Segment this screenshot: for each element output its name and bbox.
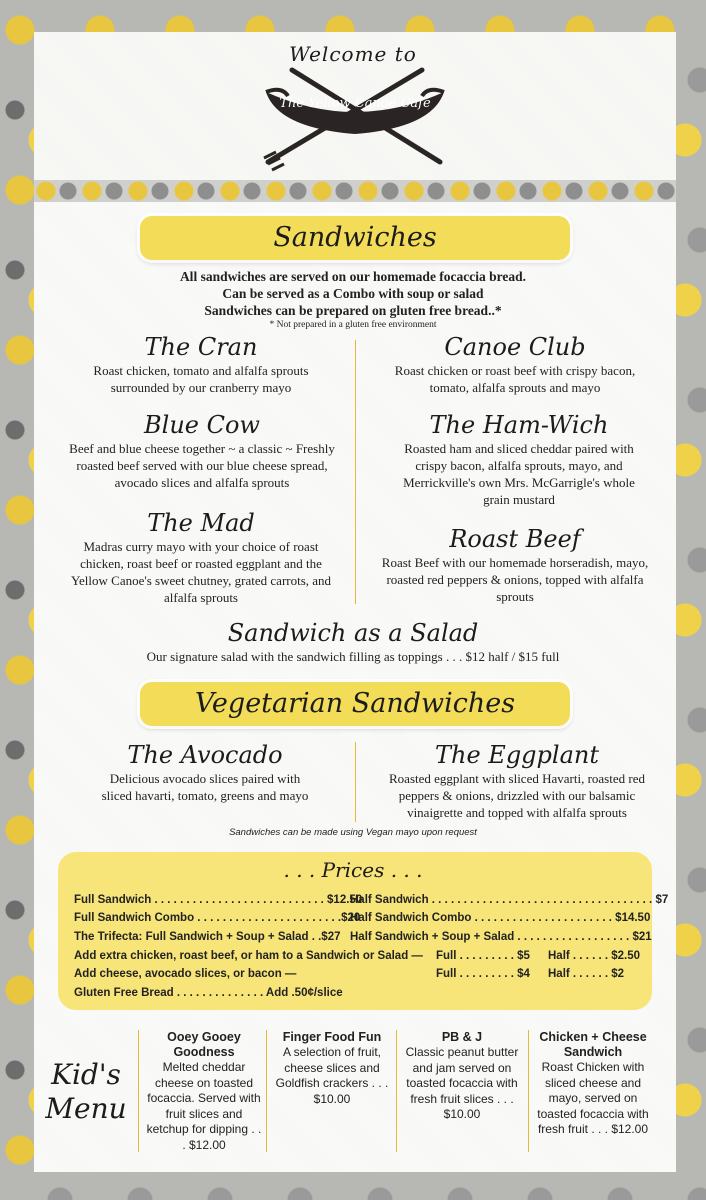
item-description: Delicious avocado slices paired with sliced havarti, tomato, greens and mayo bbox=[101, 771, 309, 803]
kids-item-pb-and-j bbox=[402, 1030, 522, 1123]
kids-item-finger-food bbox=[272, 1030, 392, 1107]
price-line: Half . . . . . . $2.50 bbox=[548, 950, 641, 962]
sandwiches-intro bbox=[0, 268, 706, 332]
menu-item-the-mad bbox=[56, 508, 346, 606]
price-line: Half Sandwich + Soup + Salad . . . . . . . . . . . . . . . . . . $21 bbox=[350, 931, 652, 943]
item-description: Roast chicken or roast beef with crispy bacon, tomato, alfalfa sprouts and mayo bbox=[394, 363, 636, 395]
kids-title-line: Menu bbox=[45, 1092, 127, 1125]
welcome-text: Welcome to bbox=[289, 42, 417, 66]
item-description: Our signature salad with the sandwich filling as toppings . . . $12 half / $15 full bbox=[146, 649, 560, 664]
item-description: Beef and blue cheese together ~ a classic ~ Freshly roasted beef served with our blue cheese spread, avocado slices and alfalfa sprouts bbox=[69, 441, 335, 490]
price-line: Half Sandwich Combo . . . . . . . . . . . . . . . . . . . . . . $14.50 bbox=[350, 912, 651, 924]
item-name: The Ham-Wich bbox=[429, 411, 609, 439]
menu-item-the-eggplant bbox=[370, 740, 664, 821]
kids-item-description: A selection of fruit, cheese slices and Goldfish crackers . . . $10.00 bbox=[275, 1045, 389, 1106]
price-line: Full . . . . . . . . . $4 bbox=[436, 968, 530, 980]
kids-item-description: Classic peanut butter and jam served on toasted focaccia with fresh fruit slices . . . $10.00 bbox=[405, 1045, 519, 1121]
item-name: Canoe Club bbox=[444, 333, 586, 361]
price-line: Full Sandwich Combo . . . . . . . . . . . . . . . . . . . . . . .$20 bbox=[74, 912, 361, 924]
item-description: Roast Beef with our homemade horseradish, mayo, roasted red peppers & onions, topped with alfalfa sprouts bbox=[381, 555, 649, 604]
price-line: Full . . . . . . . . . $5 bbox=[436, 950, 530, 962]
kids-item-name: PB & J bbox=[441, 1030, 483, 1044]
item-name: Sandwich as a Salad bbox=[227, 619, 479, 647]
sandwiches-banner bbox=[140, 216, 570, 260]
item-description: Roasted ham and sliced cheddar paired with crispy bacon, alfalfa sprouts, mayo, and Merrickville's own Mrs. McGarrigle's whole grain mustard bbox=[403, 441, 635, 507]
kids-item-name: Ooey Gooey Goodness bbox=[167, 1030, 241, 1059]
kids-divider bbox=[528, 1030, 529, 1152]
kids-item-chicken-cheese bbox=[532, 1030, 654, 1138]
vegan-note: Sandwiches can be made using Vegan mayo upon request bbox=[229, 827, 477, 838]
price-line: Full Sandwich . . . . . . . . . . . . . . . . . . . . . . . . . . . $12.50 bbox=[74, 894, 363, 906]
kids-item-description: Roast Chicken with sliced cheese and mayo, served on toasted focaccia with fresh fruit . . . $12.00 bbox=[537, 1060, 649, 1136]
column-divider bbox=[355, 742, 356, 822]
price-line: Add cheese, avocado slices, or bacon — bbox=[74, 968, 297, 980]
item-name: Blue Cow bbox=[144, 411, 260, 439]
column-divider bbox=[355, 340, 356, 604]
canoe-logo-icon bbox=[262, 62, 448, 172]
intro-line: All sandwiches are served on our homemade focaccia bread. bbox=[179, 269, 527, 284]
intro-line: Can be served as a Combo with soup or salad bbox=[222, 286, 484, 301]
menu-item-the-cran bbox=[56, 332, 346, 396]
kids-divider bbox=[266, 1030, 267, 1152]
kids-item-name: Chicken + Cheese Sandwich bbox=[539, 1030, 647, 1059]
kids-divider bbox=[396, 1030, 397, 1152]
price-line: Add extra chicken, roast beef, or ham to a Sandwich or Salad — bbox=[74, 950, 423, 962]
item-name: Roast Beef bbox=[449, 525, 581, 553]
sandwiches-title: Sandwiches bbox=[273, 222, 437, 253]
item-name: The Mad bbox=[147, 509, 255, 537]
item-description: Roast chicken, tomato and alfalfa sprouts surrounded by our cranberry mayo bbox=[93, 363, 309, 395]
kids-item-description: Melted cheddar cheese on toasted focaccia. Served with fruit slices and ketchup for dipping . . . $12.00 bbox=[146, 1060, 262, 1152]
price-line: The Trifecta: Full Sandwich + Soup + Salad . .$27 bbox=[74, 931, 341, 943]
prices-title: . . . Prices . . . bbox=[283, 858, 423, 882]
floral-divider bbox=[34, 180, 676, 202]
menu-item-blue-cow bbox=[52, 410, 352, 491]
item-description: Madras curry mayo with your choice of roast chicken, roast beef or roasted eggplant and the Yellow Canoe's sweet chutney, grated carrots, and alfalfa sprouts bbox=[70, 539, 332, 605]
price-line: Half . . . . . . $2 bbox=[548, 968, 625, 980]
item-description: Roasted eggplant with sliced Havarti, roasted red peppers & onions, drizzled with our balsamic vinaigrette and topped with alfalfa sprouts bbox=[389, 771, 645, 820]
logo-text: The Yellow Canoe Café bbox=[279, 96, 431, 111]
menu-item-sandwich-as-salad bbox=[60, 618, 646, 665]
price-line: Half Sandwich . . . . . . . . . . . . . . . . . . . . . . . . . . . . . . . . . . . $7 bbox=[350, 894, 669, 906]
intro-line: Sandwiches can be prepared on gluten free bread..* bbox=[204, 303, 502, 318]
kids-item-ooey-gooey bbox=[144, 1030, 264, 1153]
kids-divider bbox=[138, 1030, 139, 1152]
vegetarian-title: Vegetarian Sandwiches bbox=[194, 688, 516, 719]
kids-menu-title bbox=[38, 1058, 134, 1126]
menu-item-canoe-club bbox=[370, 332, 660, 396]
menu-item-the-ham-wich bbox=[374, 410, 664, 508]
price-line: Gluten Free Bread . . . . . . . . . . . . . . Add .50¢/slice bbox=[74, 987, 343, 999]
vegetarian-banner bbox=[140, 682, 570, 726]
item-name: The Cran bbox=[144, 333, 258, 361]
item-name: The Avocado bbox=[127, 741, 283, 769]
menu-item-the-avocado bbox=[80, 740, 330, 804]
item-name: The Eggplant bbox=[435, 741, 599, 769]
kids-item-name: Finger Food Fun bbox=[282, 1030, 382, 1044]
gluten-note: * Not prepared in a gluten free environment bbox=[269, 320, 437, 330]
kids-title-line: Kid's bbox=[51, 1058, 121, 1091]
menu-item-roast-beef bbox=[370, 524, 660, 605]
